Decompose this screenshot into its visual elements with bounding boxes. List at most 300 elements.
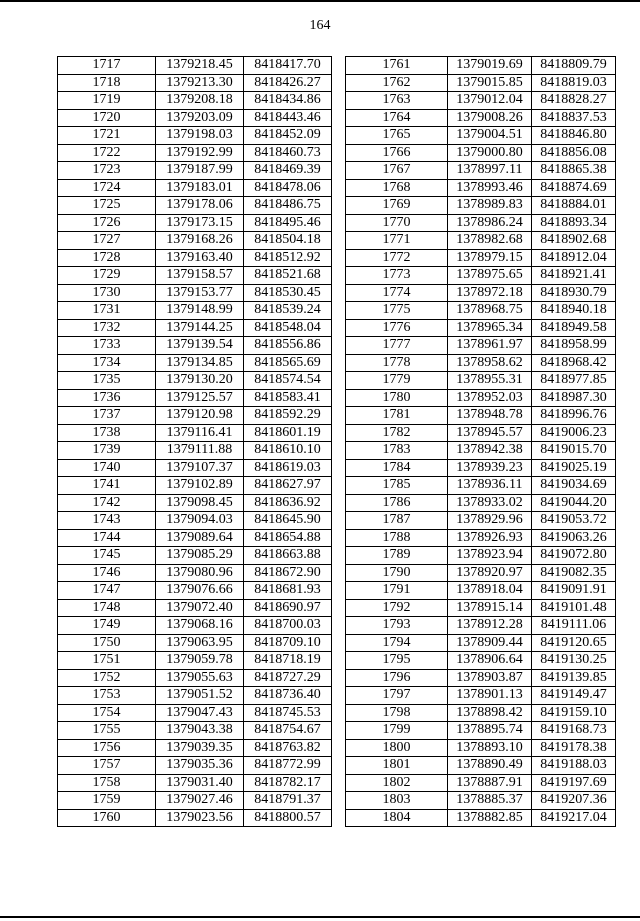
x-coordinate-cell: 1379192.99 (156, 144, 244, 162)
y-coordinate-cell: 8419053.72 (532, 512, 616, 530)
y-coordinate-cell: 8418504.18 (244, 232, 332, 250)
y-coordinate-cell: 8419207.36 (532, 792, 616, 810)
y-coordinate-cell: 8418856.08 (532, 144, 616, 162)
point-number-cell: 1770 (346, 214, 448, 232)
table-row (346, 564, 616, 582)
x-coordinate-cell: 1378952.03 (448, 389, 532, 407)
page-bottom-edge (0, 916, 640, 918)
table-row (58, 197, 332, 215)
y-coordinate-cell: 8418884.01 (532, 197, 616, 215)
x-coordinate-cell: 1379015.85 (448, 74, 532, 92)
point-number-cell: 1755 (58, 722, 156, 740)
point-number-cell: 1772 (346, 249, 448, 267)
table-row (58, 407, 332, 425)
point-number-cell: 1769 (346, 197, 448, 215)
table-row (346, 582, 616, 600)
y-coordinate-cell: 8418601.19 (244, 424, 332, 442)
point-number-cell: 1717 (58, 57, 156, 75)
x-coordinate-cell: 1379039.35 (156, 739, 244, 757)
table-row (346, 669, 616, 687)
table-row (346, 722, 616, 740)
y-coordinate-cell: 8418452.09 (244, 127, 332, 145)
table-row (58, 494, 332, 512)
point-number-cell: 1765 (346, 127, 448, 145)
point-number-cell: 1740 (58, 459, 156, 477)
coordinates-table-left-body (58, 57, 332, 827)
y-coordinate-cell: 8418610.10 (244, 442, 332, 460)
point-number-cell: 1790 (346, 564, 448, 582)
table-row (58, 372, 332, 390)
table-row (58, 267, 332, 285)
point-number-cell: 1779 (346, 372, 448, 390)
point-number-cell: 1756 (58, 739, 156, 757)
table-row (58, 477, 332, 495)
point-number-cell: 1774 (346, 284, 448, 302)
x-coordinate-cell: 1378942.38 (448, 442, 532, 460)
table-row (58, 617, 332, 635)
table-row (346, 337, 616, 355)
x-coordinate-cell: 1378986.24 (448, 214, 532, 232)
table-row (58, 179, 332, 197)
point-number-cell: 1735 (58, 372, 156, 390)
y-coordinate-cell: 8418539.24 (244, 302, 332, 320)
table-row (58, 722, 332, 740)
point-number-cell: 1778 (346, 354, 448, 372)
point-number-cell: 1733 (58, 337, 156, 355)
x-coordinate-cell: 1379047.43 (156, 704, 244, 722)
y-coordinate-cell: 8418592.29 (244, 407, 332, 425)
table-row (58, 739, 332, 757)
y-coordinate-cell: 8418469.39 (244, 162, 332, 180)
point-number-cell: 1722 (58, 144, 156, 162)
point-number-cell: 1787 (346, 512, 448, 530)
y-coordinate-cell: 8419025.19 (532, 459, 616, 477)
table-row (346, 652, 616, 670)
y-coordinate-cell: 8418619.03 (244, 459, 332, 477)
point-number-cell: 1771 (346, 232, 448, 250)
point-number-cell: 1785 (346, 477, 448, 495)
table-row (346, 179, 616, 197)
y-coordinate-cell: 8419082.35 (532, 564, 616, 582)
y-coordinate-cell: 8419006.23 (532, 424, 616, 442)
x-coordinate-cell: 1379158.57 (156, 267, 244, 285)
table-row (346, 704, 616, 722)
table-row (58, 792, 332, 810)
point-number-cell: 1751 (58, 652, 156, 670)
y-coordinate-cell: 8418434.86 (244, 92, 332, 110)
x-coordinate-cell: 1378982.68 (448, 232, 532, 250)
point-number-cell: 1741 (58, 477, 156, 495)
x-coordinate-cell: 1378926.93 (448, 529, 532, 547)
table-row (58, 389, 332, 407)
y-coordinate-cell: 8419101.48 (532, 599, 616, 617)
y-coordinate-cell: 8418548.04 (244, 319, 332, 337)
table-row (346, 459, 616, 477)
y-coordinate-cell: 8418893.34 (532, 214, 616, 232)
x-coordinate-cell: 1379168.26 (156, 232, 244, 250)
x-coordinate-cell: 1378909.44 (448, 634, 532, 652)
table-row (346, 442, 616, 460)
table-row (346, 197, 616, 215)
point-number-cell: 1748 (58, 599, 156, 617)
table-row (346, 529, 616, 547)
table-row (58, 92, 332, 110)
table-row (346, 634, 616, 652)
y-coordinate-cell: 8419159.10 (532, 704, 616, 722)
point-number-cell: 1721 (58, 127, 156, 145)
y-coordinate-cell: 8419139.85 (532, 669, 616, 687)
table-row (346, 57, 616, 75)
point-number-cell: 1776 (346, 319, 448, 337)
point-number-cell: 1738 (58, 424, 156, 442)
y-coordinate-cell: 8418782.17 (244, 774, 332, 792)
y-coordinate-cell: 8418663.88 (244, 547, 332, 565)
point-number-cell: 1782 (346, 424, 448, 442)
x-coordinate-cell: 1378948.78 (448, 407, 532, 425)
point-number-cell: 1758 (58, 774, 156, 792)
x-coordinate-cell: 1378901.13 (448, 687, 532, 705)
x-coordinate-cell: 1378936.11 (448, 477, 532, 495)
table-row (346, 512, 616, 530)
x-coordinate-cell: 1379068.16 (156, 617, 244, 635)
x-coordinate-cell: 1379116.41 (156, 424, 244, 442)
table-row (58, 337, 332, 355)
table-row (58, 459, 332, 477)
x-coordinate-cell: 1378885.37 (448, 792, 532, 810)
point-number-cell: 1780 (346, 389, 448, 407)
x-coordinate-cell: 1379163.40 (156, 249, 244, 267)
y-coordinate-cell: 8418681.93 (244, 582, 332, 600)
point-number-cell: 1724 (58, 179, 156, 197)
point-number-cell: 1794 (346, 634, 448, 652)
x-coordinate-cell: 1379023.56 (156, 809, 244, 827)
x-coordinate-cell: 1378939.23 (448, 459, 532, 477)
x-coordinate-cell: 1379019.69 (448, 57, 532, 75)
point-number-cell: 1719 (58, 92, 156, 110)
table-row (58, 109, 332, 127)
y-coordinate-cell: 8418874.69 (532, 179, 616, 197)
x-coordinate-cell: 1378912.28 (448, 617, 532, 635)
point-number-cell: 1760 (58, 809, 156, 827)
y-coordinate-cell: 8419063.26 (532, 529, 616, 547)
table-row (58, 529, 332, 547)
table-row (58, 687, 332, 705)
point-number-cell: 1754 (58, 704, 156, 722)
x-coordinate-cell: 1379111.88 (156, 442, 244, 460)
x-coordinate-cell: 1379183.01 (156, 179, 244, 197)
x-coordinate-cell: 1379063.95 (156, 634, 244, 652)
point-number-cell: 1745 (58, 547, 156, 565)
x-coordinate-cell: 1379051.52 (156, 687, 244, 705)
point-number-cell: 1723 (58, 162, 156, 180)
y-coordinate-cell: 8419168.73 (532, 722, 616, 740)
x-coordinate-cell: 1378945.57 (448, 424, 532, 442)
y-coordinate-cell: 8418828.27 (532, 92, 616, 110)
x-coordinate-cell: 1379027.46 (156, 792, 244, 810)
table-row (58, 582, 332, 600)
x-coordinate-cell: 1378920.97 (448, 564, 532, 582)
y-coordinate-cell: 8419178.38 (532, 739, 616, 757)
x-coordinate-cell: 1379076.66 (156, 582, 244, 600)
table-row (58, 57, 332, 75)
y-coordinate-cell: 8418846.80 (532, 127, 616, 145)
x-coordinate-cell: 1379173.15 (156, 214, 244, 232)
x-coordinate-cell: 1379085.29 (156, 547, 244, 565)
table-row (346, 617, 616, 635)
x-coordinate-cell: 1379153.77 (156, 284, 244, 302)
table-row (346, 127, 616, 145)
table-row (346, 109, 616, 127)
point-number-cell: 1725 (58, 197, 156, 215)
table-row (58, 547, 332, 565)
x-coordinate-cell: 1379000.80 (448, 144, 532, 162)
y-coordinate-cell: 8418530.45 (244, 284, 332, 302)
y-coordinate-cell: 8418763.82 (244, 739, 332, 757)
point-number-cell: 1796 (346, 669, 448, 687)
table-row (58, 774, 332, 792)
table-row (346, 809, 616, 827)
x-coordinate-cell: 1378965.34 (448, 319, 532, 337)
y-coordinate-cell: 8418996.76 (532, 407, 616, 425)
y-coordinate-cell: 8418556.86 (244, 337, 332, 355)
y-coordinate-cell: 8418819.03 (532, 74, 616, 92)
y-coordinate-cell: 8418968.42 (532, 354, 616, 372)
y-coordinate-cell: 8418565.69 (244, 354, 332, 372)
y-coordinate-cell: 8419111.06 (532, 617, 616, 635)
x-coordinate-cell: 1379218.45 (156, 57, 244, 75)
point-number-cell: 1742 (58, 494, 156, 512)
x-coordinate-cell: 1378923.94 (448, 547, 532, 565)
table-row (346, 249, 616, 267)
y-coordinate-cell: 8418930.79 (532, 284, 616, 302)
y-coordinate-cell: 8418512.92 (244, 249, 332, 267)
x-coordinate-cell: 1378882.85 (448, 809, 532, 827)
x-coordinate-cell: 1379148.99 (156, 302, 244, 320)
point-number-cell: 1759 (58, 792, 156, 810)
point-number-cell: 1781 (346, 407, 448, 425)
point-number-cell: 1801 (346, 757, 448, 775)
point-number-cell: 1788 (346, 529, 448, 547)
x-coordinate-cell: 1379134.85 (156, 354, 244, 372)
x-coordinate-cell: 1378955.31 (448, 372, 532, 390)
x-coordinate-cell: 1379120.98 (156, 407, 244, 425)
x-coordinate-cell: 1378929.96 (448, 512, 532, 530)
table-row (58, 424, 332, 442)
x-coordinate-cell: 1378895.74 (448, 722, 532, 740)
y-coordinate-cell: 8419034.69 (532, 477, 616, 495)
table-row (58, 599, 332, 617)
table-row (58, 232, 332, 250)
y-coordinate-cell: 8418443.46 (244, 109, 332, 127)
x-coordinate-cell: 1378893.10 (448, 739, 532, 757)
table-row (58, 512, 332, 530)
table-row (346, 284, 616, 302)
x-coordinate-cell: 1379080.96 (156, 564, 244, 582)
y-coordinate-cell: 8418727.29 (244, 669, 332, 687)
point-number-cell: 1803 (346, 792, 448, 810)
x-coordinate-cell: 1379008.26 (448, 109, 532, 127)
x-coordinate-cell: 1379089.64 (156, 529, 244, 547)
x-coordinate-cell: 1378989.83 (448, 197, 532, 215)
y-coordinate-cell: 8418837.53 (532, 109, 616, 127)
point-number-cell: 1762 (346, 74, 448, 92)
table-row (346, 389, 616, 407)
point-number-cell: 1747 (58, 582, 156, 600)
point-number-cell: 1783 (346, 442, 448, 460)
x-coordinate-cell: 1378906.64 (448, 652, 532, 670)
table-row (346, 319, 616, 337)
y-coordinate-cell: 8418800.57 (244, 809, 332, 827)
x-coordinate-cell: 1379144.25 (156, 319, 244, 337)
x-coordinate-cell: 1379203.09 (156, 109, 244, 127)
table-row (346, 757, 616, 775)
point-number-cell: 1746 (58, 564, 156, 582)
table-row (346, 74, 616, 92)
point-number-cell: 1727 (58, 232, 156, 250)
point-number-cell: 1757 (58, 757, 156, 775)
x-coordinate-cell: 1379055.63 (156, 669, 244, 687)
y-coordinate-cell: 8419091.91 (532, 582, 616, 600)
point-number-cell: 1736 (58, 389, 156, 407)
x-coordinate-cell: 1379102.89 (156, 477, 244, 495)
point-number-cell: 1789 (346, 547, 448, 565)
point-number-cell: 1795 (346, 652, 448, 670)
point-number-cell: 1720 (58, 109, 156, 127)
x-coordinate-cell: 1378993.46 (448, 179, 532, 197)
table-row (58, 214, 332, 232)
y-coordinate-cell: 8419130.25 (532, 652, 616, 670)
y-coordinate-cell: 8418486.75 (244, 197, 332, 215)
y-coordinate-cell: 8418645.90 (244, 512, 332, 530)
table-row (346, 774, 616, 792)
x-coordinate-cell: 1379072.40 (156, 599, 244, 617)
table-row (58, 162, 332, 180)
x-coordinate-cell: 1379187.99 (156, 162, 244, 180)
y-coordinate-cell: 8418700.03 (244, 617, 332, 635)
point-number-cell: 1793 (346, 617, 448, 635)
x-coordinate-cell: 1379012.04 (448, 92, 532, 110)
coordinates-table-right (345, 56, 616, 827)
y-coordinate-cell: 8418949.58 (532, 319, 616, 337)
x-coordinate-cell: 1378918.04 (448, 582, 532, 600)
x-coordinate-cell: 1379107.37 (156, 459, 244, 477)
x-coordinate-cell: 1379130.20 (156, 372, 244, 390)
table-row (58, 809, 332, 827)
x-coordinate-cell: 1379208.18 (156, 92, 244, 110)
table-row (346, 144, 616, 162)
table-row (58, 249, 332, 267)
y-coordinate-cell: 8418912.04 (532, 249, 616, 267)
y-coordinate-cell: 8418745.53 (244, 704, 332, 722)
page-top-edge (0, 0, 640, 2)
y-coordinate-cell: 8418574.54 (244, 372, 332, 390)
table-row (58, 284, 332, 302)
y-coordinate-cell: 8419217.04 (532, 809, 616, 827)
x-coordinate-cell: 1378898.42 (448, 704, 532, 722)
point-number-cell: 1798 (346, 704, 448, 722)
table-row (58, 74, 332, 92)
x-coordinate-cell: 1378975.65 (448, 267, 532, 285)
x-coordinate-cell: 1379059.78 (156, 652, 244, 670)
y-coordinate-cell: 8418987.30 (532, 389, 616, 407)
x-coordinate-cell: 1379098.45 (156, 494, 244, 512)
coordinates-table-right-body (346, 57, 616, 827)
y-coordinate-cell: 8418709.10 (244, 634, 332, 652)
x-coordinate-cell: 1378915.14 (448, 599, 532, 617)
y-coordinate-cell: 8419015.70 (532, 442, 616, 460)
point-number-cell: 1791 (346, 582, 448, 600)
y-coordinate-cell: 8418772.99 (244, 757, 332, 775)
table-row (346, 267, 616, 285)
y-coordinate-cell: 8418690.97 (244, 599, 332, 617)
point-number-cell: 1753 (58, 687, 156, 705)
y-coordinate-cell: 8418636.92 (244, 494, 332, 512)
y-coordinate-cell: 8418417.70 (244, 57, 332, 75)
y-coordinate-cell: 8418958.99 (532, 337, 616, 355)
table-row (58, 127, 332, 145)
point-number-cell: 1729 (58, 267, 156, 285)
x-coordinate-cell: 1379035.36 (156, 757, 244, 775)
y-coordinate-cell: 8418809.79 (532, 57, 616, 75)
x-coordinate-cell: 1379043.38 (156, 722, 244, 740)
y-coordinate-cell: 8419044.20 (532, 494, 616, 512)
y-coordinate-cell: 8418672.90 (244, 564, 332, 582)
y-coordinate-cell: 8418865.38 (532, 162, 616, 180)
point-number-cell: 1799 (346, 722, 448, 740)
point-number-cell: 1737 (58, 407, 156, 425)
point-number-cell: 1749 (58, 617, 156, 635)
table-row (346, 92, 616, 110)
y-coordinate-cell: 8418627.97 (244, 477, 332, 495)
y-coordinate-cell: 8418521.68 (244, 267, 332, 285)
table-row (346, 407, 616, 425)
table-row (346, 477, 616, 495)
table-row (58, 442, 332, 460)
point-number-cell: 1802 (346, 774, 448, 792)
point-number-cell: 1764 (346, 109, 448, 127)
y-coordinate-cell: 8419188.03 (532, 757, 616, 775)
point-number-cell: 1726 (58, 214, 156, 232)
y-coordinate-cell: 8418791.37 (244, 792, 332, 810)
point-number-cell: 1761 (346, 57, 448, 75)
point-number-cell: 1750 (58, 634, 156, 652)
point-number-cell: 1744 (58, 529, 156, 547)
y-coordinate-cell: 8418495.46 (244, 214, 332, 232)
x-coordinate-cell: 1379198.03 (156, 127, 244, 145)
point-number-cell: 1773 (346, 267, 448, 285)
x-coordinate-cell: 1378933.02 (448, 494, 532, 512)
table-row (346, 739, 616, 757)
table-row (58, 652, 332, 670)
x-coordinate-cell: 1379178.06 (156, 197, 244, 215)
table-row (346, 599, 616, 617)
table-row (346, 232, 616, 250)
table-row (58, 564, 332, 582)
y-coordinate-cell: 8418977.85 (532, 372, 616, 390)
table-row (58, 354, 332, 372)
y-coordinate-cell: 8418583.41 (244, 389, 332, 407)
y-coordinate-cell: 8419197.69 (532, 774, 616, 792)
point-number-cell: 1743 (58, 512, 156, 530)
x-coordinate-cell: 1379125.57 (156, 389, 244, 407)
point-number-cell: 1767 (346, 162, 448, 180)
page-number: 164 (309, 18, 331, 33)
point-number-cell: 1763 (346, 92, 448, 110)
table-row (58, 669, 332, 687)
table-row (58, 704, 332, 722)
table-row (346, 214, 616, 232)
y-coordinate-cell: 8419072.80 (532, 547, 616, 565)
